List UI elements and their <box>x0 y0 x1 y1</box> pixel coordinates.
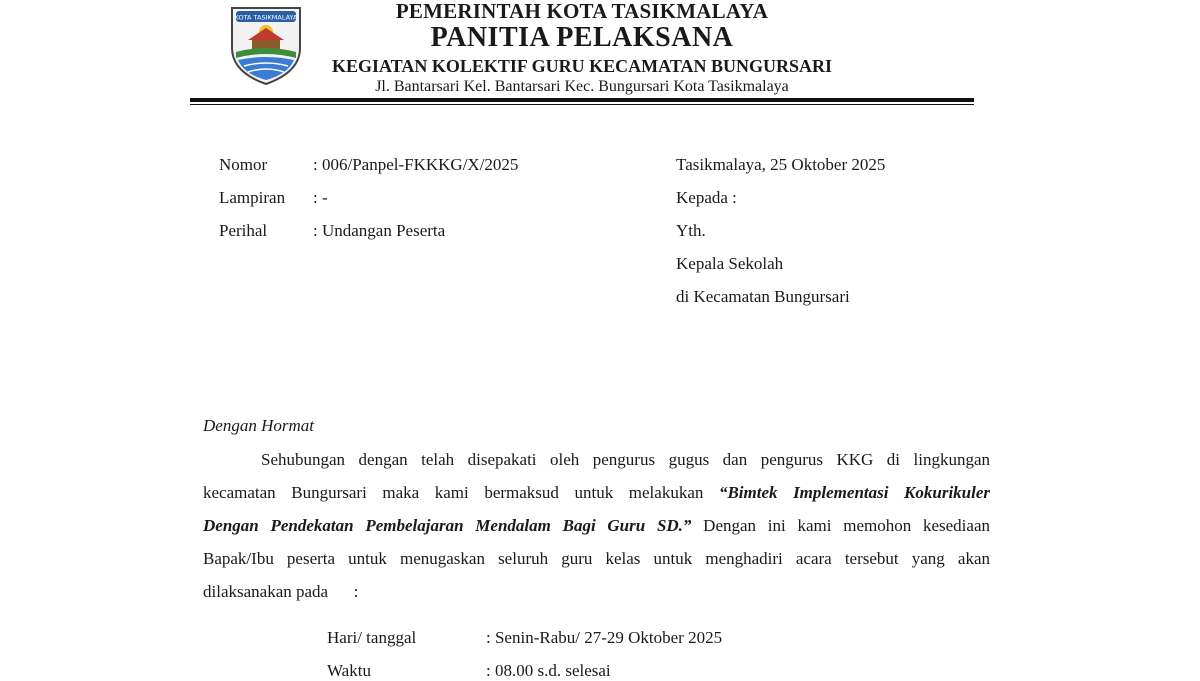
recipient-name: Kepala Sekolah <box>676 254 784 273</box>
letter-date: Tasikmalaya, 25 Oktober 2025 <box>676 155 886 174</box>
letterhead-government: PEMERINTAH KOTA TASIKMALAYA <box>395 0 769 23</box>
schedule-day-value: : Senin-Rabu/ 27-29 Oktober 2025 <box>486 628 723 647</box>
lampiran-value: : - <box>313 188 328 207</box>
body-line-2 <box>203 483 990 503</box>
schedule-time-value: : 08.00 s.d. selesai <box>486 661 611 680</box>
body-line-3-text: Dengan ini kami memohon kesediaan <box>691 516 990 535</box>
body-line-1: Sehubungan dengan telah disepakati oleh pengurus gugus dan pengurus KKG di lingkungan <box>261 450 990 469</box>
letterhead-divider-thick <box>190 98 974 102</box>
recipient-location: di Kecamatan Bungursari <box>676 287 850 306</box>
body-line-4: Bapak/Ibu peserta untuk menugaskan seluruh guru kelas untuk menghadiri acara tersebut yang akan <box>203 549 990 568</box>
perihal-label: Perihal <box>219 221 268 240</box>
letterhead-address: Jl. Bantarsari Kel. Bantarsari Kec. Bungursari Kota Tasikmalaya <box>375 78 789 95</box>
event-title-part-1: “Bimtek Implementasi Kokurikuler <box>718 483 991 502</box>
letterhead-activity: KEGIATAN KOLEKTIF GURU KECAMATAN BUNGURSARI <box>331 56 833 76</box>
body-line-5: dilaksanakan pada : <box>203 582 359 601</box>
body-line-3 <box>203 516 990 536</box>
letterhead-committee: PANITIA PELAKSANA <box>430 22 734 53</box>
letterhead-divider-thin <box>190 104 974 105</box>
lampiran-label: Lampiran <box>219 188 286 207</box>
greeting: Dengan Hormat <box>203 416 314 435</box>
body-line-2-text: kecamatan Bungursari maka kami bermaksud untuk melakukan <box>203 483 719 502</box>
schedule-day-label: Hari/ tanggal <box>327 628 417 647</box>
logo-lettering: KOTA TASIKMALAYA <box>234 13 298 22</box>
event-title-part-2: Dengan Pendekatan Pembelajaran Mendalam Bagi Guru SD.” <box>203 516 692 535</box>
yth-label: Yth. <box>676 221 706 240</box>
schedule-time-label: Waktu <box>327 661 371 680</box>
nomor-label: Nomor <box>219 155 268 174</box>
kepada-label: Kepada : <box>676 188 737 207</box>
perihal-value: : Undangan Peserta <box>313 221 446 240</box>
nomor-value: : 006/Panpel-FKKKG/X/2025 <box>313 155 519 174</box>
